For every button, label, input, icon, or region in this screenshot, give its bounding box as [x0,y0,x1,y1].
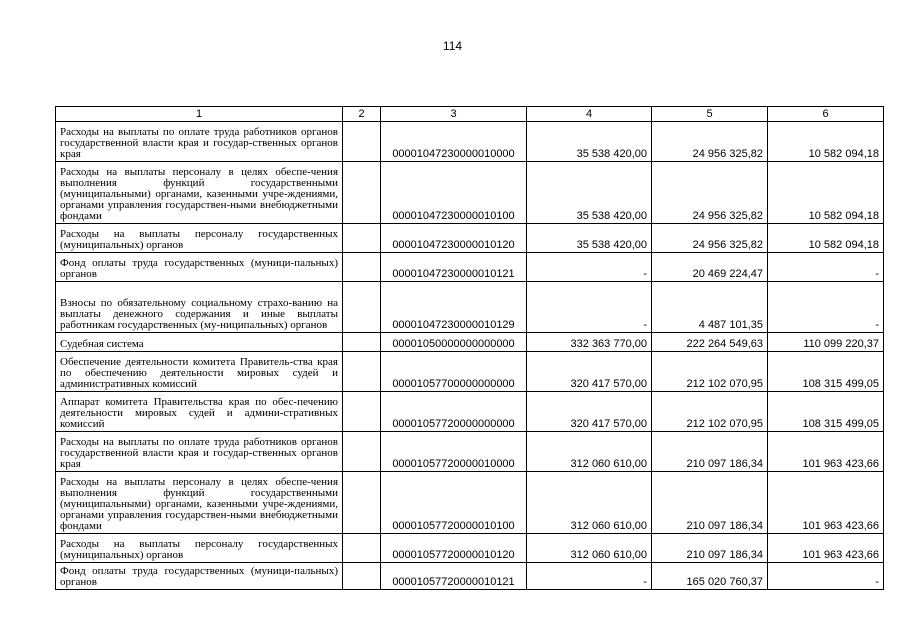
row-code: 00001057720000010100 [381,472,527,534]
row-value-5: 24 956 325,82 [652,224,768,253]
table-row [56,534,884,563]
header-col-2: 2 [343,107,381,122]
row-value-4: - [527,253,652,282]
row-value-6: 110 099 220,37 [768,333,884,352]
header-col-4: 4 [527,107,652,122]
row-value-4: 35 538 420,00 [527,122,652,162]
row-value-5: 212 102 070,95 [652,392,768,432]
table-row [56,392,884,432]
page-number: 114 [442,39,463,53]
row-code: 00001057720000010000 [381,432,527,472]
row-name: Расходы на выплаты персоналу в целях обеспе-чения выполнения функций государственными (муниципальными) органами, казенными учре-ждениями, органами управления государствен-ными внебюджетными фондами [56,472,343,534]
row-value-5: 210 097 186,34 [652,472,768,534]
budget-table [55,106,884,590]
table-header [56,107,884,122]
row-value-5: 24 956 325,82 [652,122,768,162]
row-value-6: - [768,253,884,282]
row-code: 00001057720000000000 [381,392,527,432]
header-col-5: 5 [652,107,768,122]
row-value-6: 101 963 423,66 [768,472,884,534]
table-row [56,162,884,224]
row-value-6: - [768,282,884,333]
table-row [56,472,884,534]
table-row [56,122,884,162]
table-row [56,282,884,333]
row-name: Аппарат комитета Правительства края по обес-печению деятельности мировых судей и админи-стративных комиссий [56,392,343,432]
row-code: 00001057700000000000 [381,352,527,392]
table-row [56,333,884,352]
row-name: Фонд оплаты труда государственных (муници-пальных) органов [56,253,343,282]
row-col2 [343,432,381,472]
row-value-5: 222 264 549,63 [652,333,768,352]
row-value-6: - [768,563,884,590]
row-value-6: 108 315 499,05 [768,352,884,392]
row-col2 [343,563,381,590]
row-name: Расходы на выплаты персоналу государственных (муниципальных) органов [56,534,343,563]
row-value-4: 312 060 610,00 [527,534,652,563]
row-value-4: 320 417 570,00 [527,352,652,392]
row-name: Расходы на выплаты по оплате труда работников органов государственной власти края и государ-ственных органов края [56,122,343,162]
row-value-5: 4 487 101,35 [652,282,768,333]
row-col2 [343,253,381,282]
row-col2 [343,352,381,392]
row-code: 00001057720000010121 [381,563,527,590]
row-code: 00001050000000000000 [381,333,527,352]
row-code: 00001047230000010000 [381,122,527,162]
row-value-4: 332 363 770,00 [527,333,652,352]
row-col2 [343,472,381,534]
row-code: 00001047230000010129 [381,282,527,333]
row-value-5: 20 469 224,47 [652,253,768,282]
row-code: 00001057720000010120 [381,534,527,563]
header-col-1: 1 [56,107,343,122]
table-row [56,432,884,472]
row-value-6: 101 963 423,66 [768,432,884,472]
table-row [56,224,884,253]
row-value-4: 312 060 610,00 [527,472,652,534]
row-value-6: 108 315 499,05 [768,392,884,432]
row-value-4: - [527,563,652,590]
row-name: Расходы на выплаты персоналу государственных (муниципальных) органов [56,224,343,253]
row-col2 [343,162,381,224]
row-col2 [343,392,381,432]
row-code: 00001047230000010100 [381,162,527,224]
header-col-3: 3 [381,107,527,122]
row-value-5: 210 097 186,34 [652,432,768,472]
row-value-6: 10 582 094,18 [768,122,884,162]
header-col-6: 6 [768,107,884,122]
row-value-6: 10 582 094,18 [768,224,884,253]
table-row [56,253,884,282]
row-value-6: 101 963 423,66 [768,534,884,563]
row-value-4: 320 417 570,00 [527,392,652,432]
row-col2 [343,333,381,352]
row-code: 00001047230000010120 [381,224,527,253]
table-body [56,122,884,590]
row-value-5: 210 097 186,34 [652,534,768,563]
table-row [56,352,884,392]
row-value-4: 35 538 420,00 [527,162,652,224]
row-col2 [343,224,381,253]
row-value-4: 35 538 420,00 [527,224,652,253]
row-name: Взносы по обязательному социальному страхо-ванию на выплаты денежного содержания и иные выплаты работникам государственных (му-ниципальных) органов [56,282,343,333]
row-name: Расходы на выплаты по оплате труда работников органов государственной власти края и государ-ственных органов края [56,432,343,472]
table-row [56,563,884,590]
row-col2 [343,282,381,333]
row-code: 00001047230000010121 [381,253,527,282]
row-value-5: 212 102 070,95 [652,352,768,392]
row-col2 [343,534,381,563]
row-col2 [343,122,381,162]
row-value-5: 24 956 325,82 [652,162,768,224]
row-name: Расходы на выплаты персоналу в целях обеспе-чения выполнения функций государственными (муниципальными) органами, казенными учре-ждениями, органами управления государствен-ными внебюджетными фондами [56,162,343,224]
row-name: Судебная система [56,333,343,352]
row-value-4: - [527,282,652,333]
row-value-6: 10 582 094,18 [768,162,884,224]
row-name: Фонд оплаты труда государственных (муници-пальных) органов [56,563,343,590]
row-value-4: 312 060 610,00 [527,432,652,472]
header-row [56,107,884,122]
row-value-5: 165 020 760,37 [652,563,768,590]
row-name: Обеспечение деятельности комитета Правитель-ства края по обеспечению деятельности мировых судей и административных комиссий [56,352,343,392]
